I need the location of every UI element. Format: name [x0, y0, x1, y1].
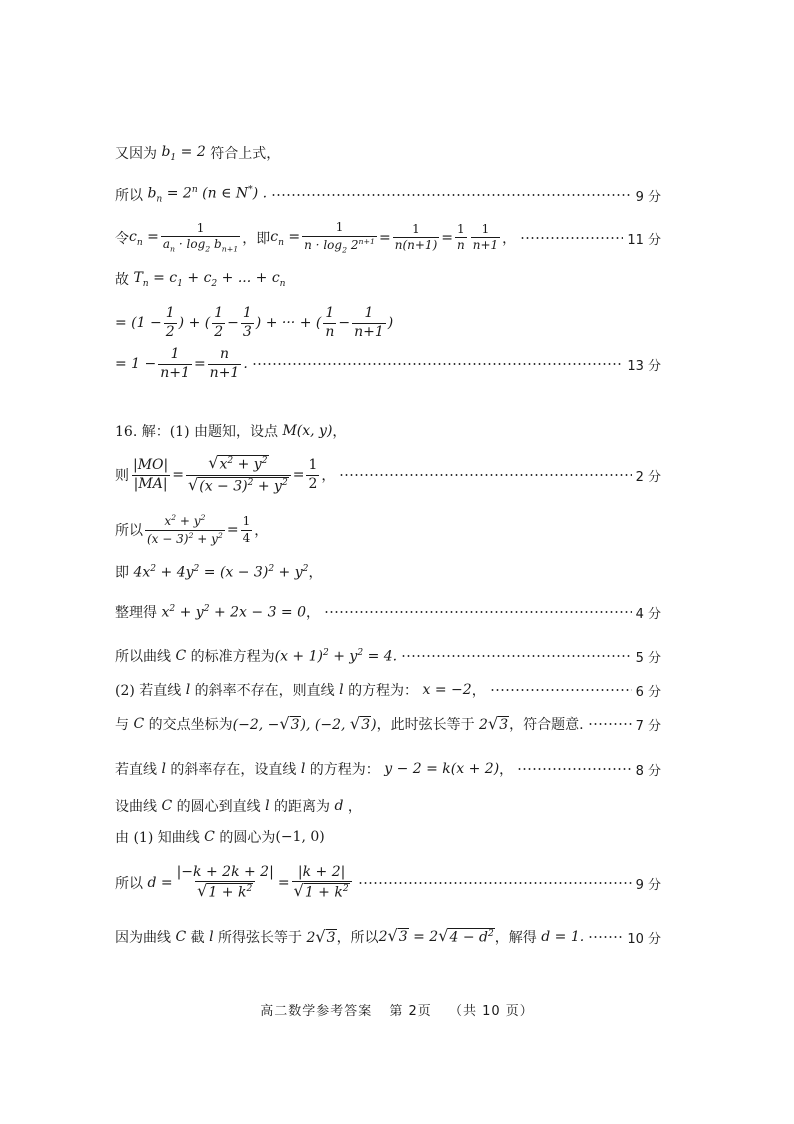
- score-label: 6 分: [635, 684, 661, 700]
- score-label: 13 分: [627, 358, 661, 374]
- line-b1-check: 又因为 $b_1 = 2$ 符合上式，: [115, 143, 281, 163]
- footer-subject: 高二数学参考答案: [260, 1004, 373, 1019]
- math-bn: $b_n = 2^n$ (n ∈ N*) .: [143, 185, 268, 205]
- score-label: 10 分: [627, 931, 661, 947]
- score-label: 9 分: [635, 877, 661, 893]
- line-expanded: 即 $4x^2 + 4y^2 = (x - 3)^2 + y^2$ ，: [115, 563, 323, 581]
- line-ratio: 则 $\frac{|MO|}{|MA|}$ = √ $x^2 + y^2$ √ $(x - 3)^2 + y^2$ = $\frac{1}{2}$ ， 2 分: [115, 453, 661, 495]
- footer-page: 第 2页: [389, 1004, 432, 1019]
- line-telescoping: = (1 − $\frac{1}{2}$ ) + ( $\frac{1}{2}$ − $\frac{1}{3}$ ) + ··· + ( $\frac{1}{n}$ − $\frac{1}{n+1}$ ): [115, 305, 394, 340]
- leader-dots: [588, 936, 623, 938]
- page-footer: [0, 1000, 794, 1019]
- line-simplified: 整理得 $x^2 + y^2 + 2x - 3 = 0$ ， 4 分: [115, 603, 661, 622]
- leader-dots: [517, 768, 631, 770]
- line-distance-def: 设曲线 C 的圆心到直线 l 的距离为 d ，: [115, 798, 362, 815]
- score-label: 9 分: [635, 189, 661, 205]
- footer-total: （共 10 页）: [448, 1004, 534, 1019]
- line-bn-formula: 所以 $b_n = 2^n$ (n ∈ N*) . 9 分: [115, 185, 661, 205]
- line-cn-def: 令 $c_n$ = $\frac{1}{a_n \cdot \log_2 b_{n+1}}$ ，即 $c_n$ = $\frac{1}{n \cdot \log_2 2^{n+1}}$ = $\frac{1}{n(n+1)}$ = $\frac{1}{n}$ $\frac{1}{n+1}$ ， 11 分: [115, 220, 661, 254]
- line-tn-sum: 故 $T_n = c_1 + c_2$ + ... + $c_n$: [115, 269, 286, 289]
- score-label: 11 分: [627, 232, 661, 248]
- line-distance-formula: 所以 d = |−k + 2k + 2| √ $1 + k^2$ = |k + 2| √ $1 + k^2$ 9 分: [115, 863, 661, 901]
- line-tn-result: = 1 − $\frac{1}{n+1}$ = $\frac{n}{n+1}$ . 13 分: [115, 346, 661, 381]
- score-label: 8 分: [635, 763, 661, 779]
- frac-cn-def: $\frac{1}{a_n \cdot \log_2 b_{n+1}}$: [162, 220, 239, 254]
- line-center: 由 (1) 知曲线 C 的圆心为 (−1, 0): [115, 829, 325, 846]
- line-standard-eq: 所以曲线 C 的标准方程为 $(x + 1)^2 + y^2 = 4$. 5 分: [115, 647, 661, 666]
- line-slope-case: 若直线 l 的斜率存在，设直线 l 的方程为： y − 2 = k(x + 2) ， 8 分: [115, 761, 661, 779]
- line-intersections: 与 C 的交点坐标为 (−2, − √ 3 ), (−2, √ 3 ) ，此时弦长等于 2 √ 3 ，符合题意. 7 分: [115, 713, 661, 734]
- leader-dots: [401, 655, 631, 657]
- math-b1-eq: $b_1 = 2$: [157, 143, 211, 163]
- score-label: 2 分: [635, 469, 661, 485]
- leader-dots: [588, 723, 632, 725]
- leader-dots: [490, 689, 632, 691]
- leader-dots: [271, 194, 632, 196]
- leader-dots: [339, 474, 631, 476]
- leader-dots: [324, 611, 632, 613]
- leader-dots: [358, 882, 632, 884]
- score-label: 4 分: [635, 606, 661, 622]
- line-problem16-start: 16. 解：(1) 由题知，设点 M(x, y) ，: [115, 423, 347, 440]
- score-label: 5 分: [635, 650, 661, 666]
- line-chord-length: 因为曲线 C 截 l 所得弦长等于 2 √ 3 ，所以 2 √ 3 = 2 √ $4 - d^2$ ，解得 d = 1. 10 分: [115, 926, 661, 947]
- leader-dots: [252, 363, 624, 365]
- score-label: 7 分: [635, 718, 661, 734]
- line-vertical-case: (2) 若直线 l 的斜率不存在，则直线 l 的方程为： x = −2 ， 6 分: [115, 682, 661, 700]
- leader-dots: [520, 237, 623, 239]
- line-squared-ratio: 所以 $\frac{x^2 + y^2}{(x - 3)^2 + y^2}$ = $\frac{1}{4}$ ，: [115, 513, 269, 546]
